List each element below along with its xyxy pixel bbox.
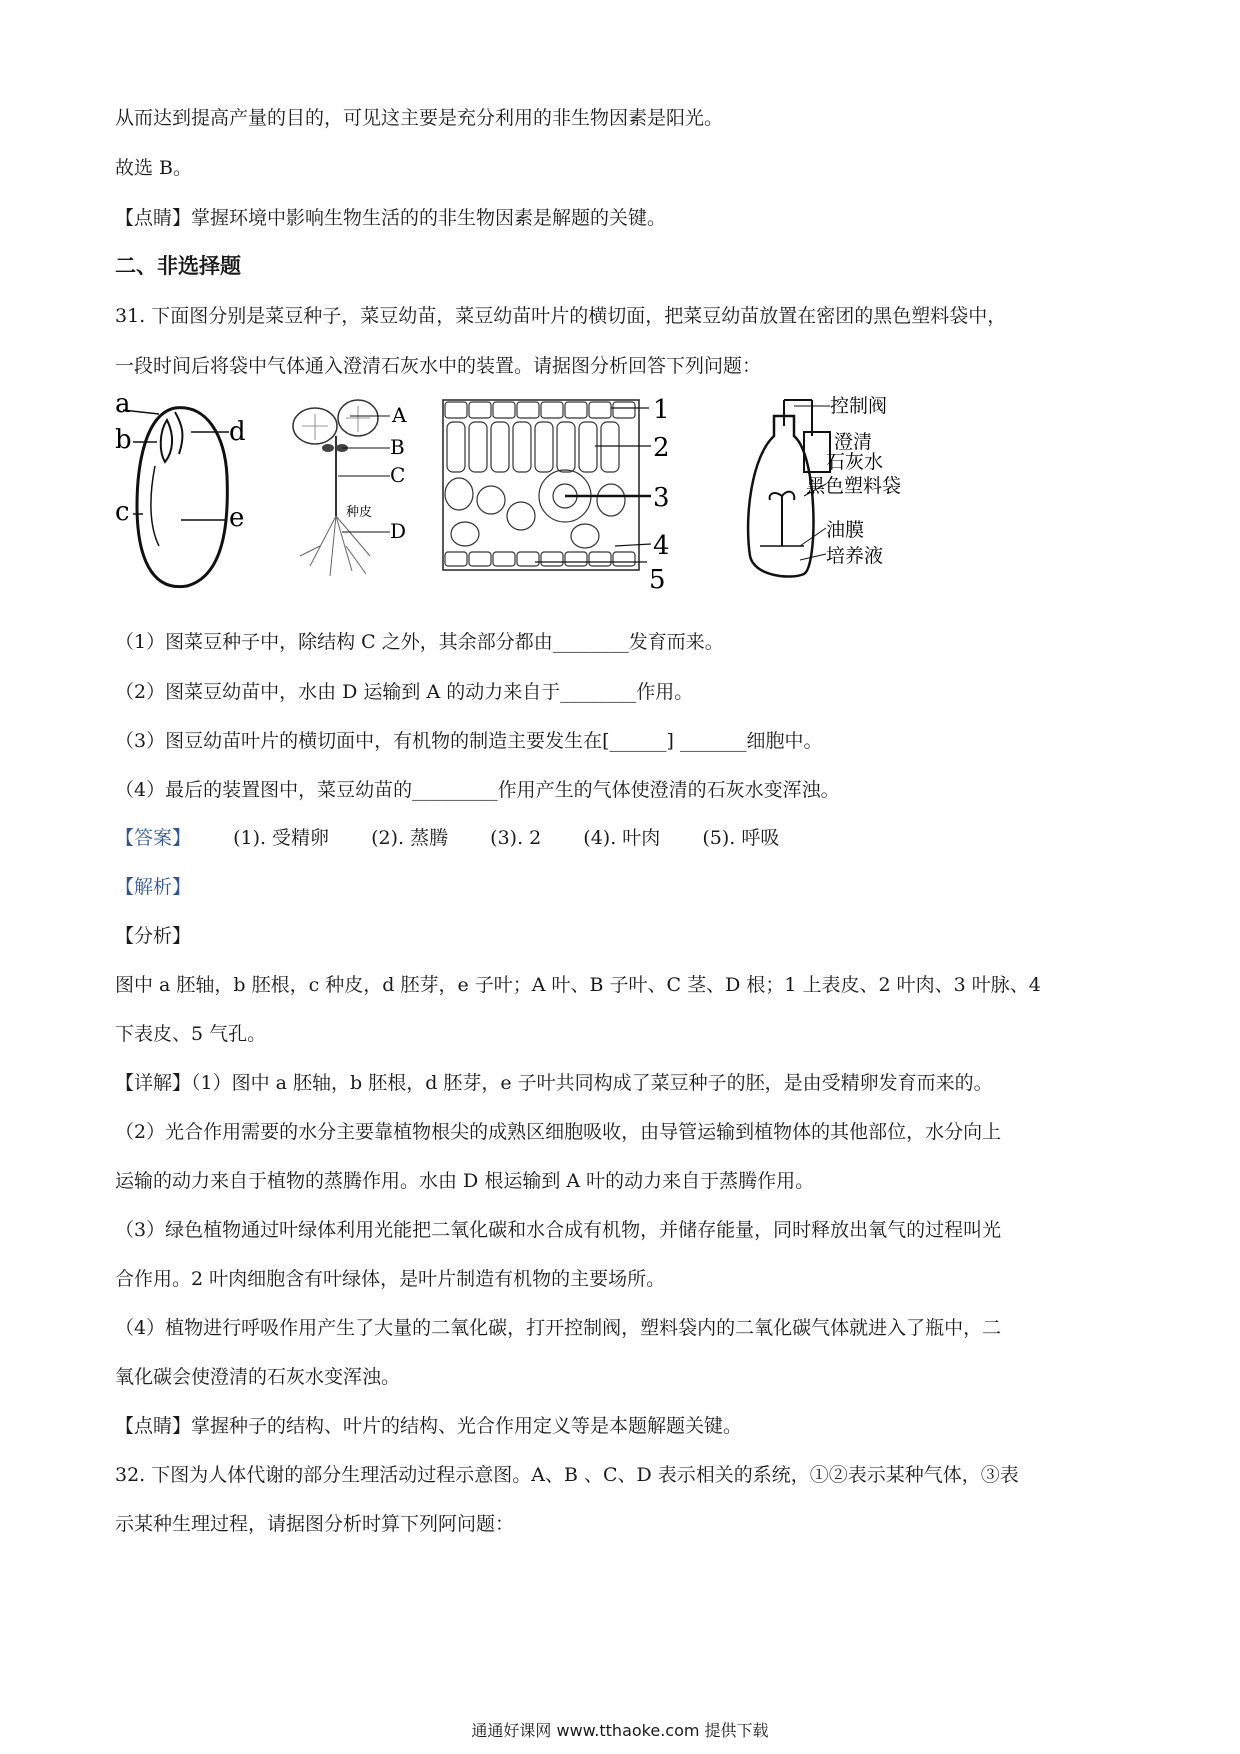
sub-question-2: （2）图菜豆幼苗中，水由 D 运输到 A 的动力来自于________作用。 — [115, 681, 694, 703]
detail-3a: （3）绿色植物通过叶绿体利用光能把二氧化碳和水合成有机物，并储存能量，同时释放出氧气的过程叫光 — [115, 1219, 1002, 1241]
apparatus-label-black-bag: 黑色塑料袋 — [806, 475, 902, 497]
question-32-line-2: 示某种生理过程，请据图分析时算下列阿问题： — [115, 1513, 515, 1535]
answer-4: (4). 叶肉 — [583, 827, 661, 849]
seedling-label-C: C — [390, 463, 406, 487]
seedling-label-A: A — [392, 403, 407, 427]
seed-label-c: c — [115, 497, 130, 527]
apparatus-label-valve: 控制阀 — [830, 396, 888, 417]
answer-line — [115, 824, 1135, 852]
apparatus-label-limewater: 石灰水 — [826, 451, 884, 473]
seed-label-b: b — [115, 425, 132, 455]
answer-1: (1). 受精卵 — [233, 827, 330, 849]
sub-question-3: （3）图豆幼苗叶片的横切面中，有机物的制造主要发生在[______] _______细胞中。 — [115, 730, 823, 752]
leaf-label-1: 1 — [653, 396, 670, 425]
analysis-text-1: 图中 a 胚轴，b 胚根，c 种皮，d 胚芽，e 子叶；A 叶、B 子叶、C 茎、D 根；1 上表皮、2 叶肉、3 叶脉、4 — [115, 974, 1041, 996]
leaf-label-4: 4 — [653, 531, 670, 561]
leaf-label-2: 2 — [653, 433, 670, 463]
question-31-line-1: 31. 下面图分别是菜豆种子，菜豆幼苗，菜豆幼苗叶片的横切面，把菜豆幼苗放置在密团的黑色塑料袋中， — [115, 305, 1007, 327]
seedling-label-B: B — [390, 435, 405, 459]
question-31-line-2: 一段时间后将袋中气体通入澄清石灰水中的装置。请据图分析回答下列问题： — [115, 355, 762, 377]
seedling-label-zhongpi: 种皮 — [346, 505, 373, 520]
detail-1: 【详解】（1）图中 a 胚轴，b 胚根，d 胚芽，e 子叶共同构成了菜豆种子的胚，是由受精卵发育而来的。 — [115, 1072, 993, 1094]
apparatus-figure — [730, 396, 930, 600]
fenxi-label: 【分析】 — [115, 925, 192, 947]
answer-5: (5). 呼吸 — [702, 827, 780, 849]
bean-seed-figure — [115, 396, 275, 600]
detail-2a: （2）光合作用需要的水分主要靠植物根尖的成熟区细胞吸收，由导管运输到植物体的其他部位，水分向上 — [115, 1121, 1002, 1143]
detail-2b: 运输的动力来自于植物的蒸腾作用。水由 D 根运输到 A 叶的动力来自于蒸腾作用。 — [115, 1170, 815, 1192]
sub-question-1: （1）图菜豆种子中，除结构 C 之外，其余部分都由________发育而来。 — [115, 631, 724, 653]
detail-4b: 氧化碳会使澄清的石灰水变浑浊。 — [115, 1366, 401, 1388]
answer-label: 【答案】 — [115, 827, 192, 849]
question-32-line-1: 32. 下图为人体代谢的部分生理活动过程示意图。A、B 、C、D 表示相关的系统，①②表示某种气体，③表 — [115, 1464, 1019, 1486]
apparatus-label-clear: 澄清 — [834, 431, 873, 453]
bean-seedling-figure — [280, 396, 420, 600]
apparatus-label-oil-film: 油膜 — [826, 519, 865, 541]
detail-3b: 合作用。2 叶肉细胞含有叶绿体，是叶片制造有机物的主要场所。 — [115, 1268, 666, 1290]
dianjing-2: 【点睛】掌握种子的结构、叶片的结构、光合作用定义等是本题解题关键。 — [115, 1415, 743, 1437]
text-line: 故选 B。 — [115, 157, 193, 179]
section-heading: 二、非选择题 — [115, 254, 241, 278]
seed-label-a: a — [115, 396, 131, 419]
analysis-label: 【解析】 — [115, 876, 192, 898]
seedling-label-D: D — [390, 519, 407, 543]
leaf-label-3: 3 — [653, 483, 670, 513]
seed-label-d: d — [229, 417, 246, 447]
leaf-cross-section-figure — [435, 396, 695, 600]
figure-row — [115, 396, 1115, 616]
analysis-text-2: 下表皮、5 气孔。 — [115, 1023, 267, 1045]
seed-label-e: e — [229, 503, 245, 533]
answer-2: (2). 蒸腾 — [371, 827, 449, 849]
leaf-label-5: 5 — [649, 565, 666, 595]
answer-3: (3). 2 — [490, 827, 542, 849]
detail-4a: （4）植物进行呼吸作用产生了大量的二氧化碳，打开控制阀，塑料袋内的二氧化碳气体就进入了瓶中，二 — [115, 1317, 1002, 1339]
text-line: 【点睛】掌握环境中影响生物生活的的非生物因素是解题的关键。 — [115, 207, 667, 229]
text-line: 从而达到提高产量的目的，可见这主要是充分利用的非生物因素是阳光。 — [115, 107, 724, 129]
footer-source: 通通好课网 www.tthaoke.com 提供下载 — [471, 1721, 769, 1740]
sub-question-4: （4）最后的装置图中，菜豆幼苗的_________作用产生的气体使澄清的石灰水变浑浊。 — [115, 779, 840, 801]
apparatus-label-culture-solution: 培养液 — [826, 545, 884, 567]
